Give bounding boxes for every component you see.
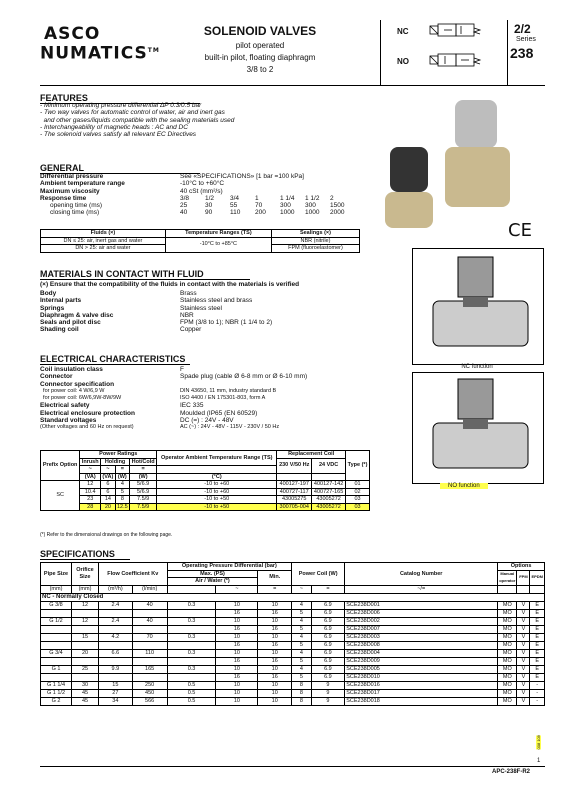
page-title: SOLENOID VALVES [203,24,317,38]
subtitle-1: pilot operated [235,41,285,50]
table-cell [167,625,216,633]
table-cell: 4 [292,665,312,673]
table-cell: 15 [99,681,133,689]
table-row [41,601,545,609]
table-cell [41,633,72,641]
table-cell: 27 [99,689,133,697]
general-label: Ambient temperature range [40,180,125,188]
table-cell: 0.5 [167,689,216,697]
table-cell: 6.9 [311,609,345,617]
table-cell [99,673,133,681]
nc-function-label: NC function [461,364,493,370]
table-cell: MO [498,697,517,705]
table-row [41,641,545,649]
header-divider [380,20,381,85]
table-cell: 0.5 [167,681,216,689]
table-row [41,697,545,705]
table-cell: MO [498,681,517,689]
table-cell: V [517,665,530,673]
general-value: See «SPECIFICATIONS» [1 bar =100 kPa] [180,173,304,180]
general-heading: GENERAL [40,163,200,174]
table-cell: 4 [292,633,312,641]
table-cell: 8 [292,681,312,689]
table-cell: 6.9 [311,657,345,665]
table-cell: SCE238D017 [345,689,498,697]
table-cell [132,625,167,633]
table-cell: SCE238D002 [345,617,498,625]
response-label: Response time [40,194,87,202]
product-photo [385,92,545,232]
specs-heading: SPECIFICATIONS [40,549,130,560]
table-cell: 9 [311,689,345,697]
table-cell: MO [498,673,517,681]
table-cell: 10 [216,601,258,609]
table-cell: 10 [258,633,292,641]
opening-label: opening time (ms) [50,202,103,210]
table-cell: V [517,625,530,633]
table-cell: MO [498,609,517,617]
table-cell [99,609,133,617]
materials-note: (×) Ensure that the compatibility of the fluids in contact with the materials is verified [40,281,300,288]
table-cell: E [530,649,545,657]
table-cell: 5 [292,625,312,633]
table-cell: - [530,697,545,705]
table-cell: V [517,657,530,665]
table-cell [41,657,72,665]
feature-item: - Minimum operating pressure differential ΔP 0.3/0.5 bar [40,102,202,109]
valve-cross-section-icon [413,249,543,364]
footer-rule [40,766,545,767]
table-cell: 6.9 [311,649,345,657]
table-cell: 16 [216,673,258,681]
table-row [41,649,545,657]
brand-line2: NUMATICS™ [40,43,160,64]
table-cell [167,673,216,681]
table-row [41,657,545,665]
page-number: 1 [537,758,541,764]
fluid-table: Fluids (×) Temperature Ranges (TS) Sealings (×) DN ≤ 25: air, inert gas and water -10°C to +85°C NBR (nitrile) DN > 25: air and water FPM (fluoroelastomer) [40,229,360,253]
table-cell: 10 [258,649,292,657]
table-cell: 45 [72,689,99,697]
table-cell: 10 [258,689,292,697]
table-cell [99,625,133,633]
table-cell: SCE238D016 [345,681,498,689]
table-cell: V [517,601,530,609]
table-cell: 0.5 [167,697,216,705]
table-cell: 10 [216,697,258,705]
closing-label: closing time (ms) [50,209,100,217]
materials-heading: MATERIALS IN CONTACT WITH FLUID [40,269,250,280]
table-cell: 10 [216,649,258,657]
table-cell: G 1 1/2 [41,689,72,697]
electrical-heading: ELECTRICAL CHARACTERISTICS [40,354,190,365]
feature-item: - Two way valves for automatic control of water, air and inert gas [40,109,225,117]
table-cell: 6.9 [311,601,345,609]
table-cell: 9 [311,697,345,705]
table-cell: 6.9 [311,633,345,641]
table-row [41,625,545,633]
table-cell: 6.9 [311,625,345,633]
table-cell: 0.3 [167,633,216,641]
series-number: 238 [510,45,534,61]
table-cell: 9.9 [99,665,133,673]
table-row [41,633,545,641]
table-cell: MO [498,665,517,673]
table-cell [132,609,167,617]
no-drawing [412,372,544,484]
series-ratio: 2/2 [514,22,531,36]
specs-table: Pipe Size Orifice Size Flow Coefficient Kv Operating Pressure Differential (bar) Power Coil (W) Catalog Number Options Max. (PS) Min. Manual operator FPM EPDM Air / Water (*) (mm) (mm) (m³/h) (l/min) ~ = ~ = ~/= NC - Normally Closed G 3/8 12 2.4 40 0.3 10 10 4 6.9 SCE238D001 MO V E 16 16 5 6.9 SCE238D006 MO V E G 1/2 12 2.4 40 0.3 10 10 4 6.9 SCE238D002 MO V E 16 16 5 6.9 SCE238D007 MO V E 15 4.2 70 0.3 10 10 4 6.9 SCE238D003 MO V E 16 16 5 6.9 SCE238D008 MO V E G 3/4 20 6.6 110 0.3 10 10 4 6.9 SCE238D004 MO V E 16 16 5 6.9 SCE238D009 MO V E G 1 25 9.9 165 0.3 10 10 4 6.9 SCE238D005 MO V E 16 16 5 6.9 SCE238D010 MO V E G 1 1/4 30 15 250 0.5 10 10 8 9 SCE238D016 MO V - G 1 1/2 45 27 450 0.5 10 10 8 9 SCE238D017 MO V - G 2 45 34 566 0.5 10 10 8 9 SCE238D018 MO V - [42,563,543,704]
general-label: Differential pressure [40,173,104,180]
power-table: Prefix Option Power Ratings Operator Ambient Temperature Range (TS) Replacement Coil Type (*) Inrush Holding Hot/Cold 230 V/50 Hz 24 VDC ~ ~ = = (VA) (VA) (W) (W) (°C) SC 12 6 4 5/6.9 -10 to +60 400127-197 400127-142 01 10.4 6 5 5/6.9 -10 to +60 400727-117 400727-165 02 23 14 8 7.5/9 -10 to +50 43005275 43005272 03 28 20 12.5 7.5/9 -10 to +50 300705-004 43005272 03 [40,450,370,511]
series-label: Series [516,36,536,43]
nc-drawing [412,248,544,365]
table-cell: MO [498,625,517,633]
valve-symbol-icon [425,22,505,72]
table-cell: 16 [216,657,258,665]
table-cell: 10 [216,689,258,697]
table-cell [167,641,216,649]
table-cell: 9 [311,681,345,689]
table-cell: SCE238D010 [345,673,498,681]
table-cell: G 1/2 [41,617,72,625]
table-cell: V [517,609,530,617]
table-cell: MO [498,649,517,657]
table-cell: SCE238D003 [345,633,498,641]
table-cell: E [530,625,545,633]
table-cell: 40 [132,617,167,625]
table-cell: MO [498,601,517,609]
table-cell: 10 [216,617,258,625]
table-cell: MO [498,657,517,665]
table-cell: G 1 [41,665,72,673]
table-cell: 4 [292,601,312,609]
table-cell: E [530,617,545,625]
table-cell: 34 [99,697,133,705]
table-cell: 5 [292,641,312,649]
table-cell [41,625,72,633]
table-cell: 0.3 [167,617,216,625]
table-cell: 110 [132,649,167,657]
opening-times: 25 30 55 70 300 300 1500 [180,202,345,210]
table-cell: 16 [258,625,292,633]
header-divider-2 [507,20,508,85]
table-cell: E [530,609,545,617]
table-cell [167,609,216,617]
table-cell: - [530,681,545,689]
table-cell [41,609,72,617]
table-row [41,609,545,617]
feature-item: - Interchangeability of magnetic heads : AC and DC [40,123,188,131]
features-list [40,102,315,138]
table-cell [72,657,99,665]
table-cell: 0.3 [167,649,216,657]
table-cell [41,641,72,649]
doc-code: APC-238F-R2 [492,769,531,775]
table-cell: 6.9 [311,641,345,649]
table-cell: SCE238D007 [345,625,498,633]
table-cell: 10 [258,601,292,609]
table-cell: 25 [72,665,99,673]
nc-symbol-label: NC [397,27,409,36]
table-cell: V [517,633,530,641]
table-cell [167,657,216,665]
table-cell: 12 [72,601,99,609]
table-cell: 2.4 [99,617,133,625]
table-cell: 0.3 [167,665,216,673]
table-cell: MO [498,641,517,649]
table-cell: 10 [258,681,292,689]
table-cell: 0.3 [167,601,216,609]
table-cell: 16 [216,625,258,633]
table-cell: E [530,673,545,681]
table-cell: G 3/4 [41,649,72,657]
table-cell [132,673,167,681]
table-cell: 6.9 [311,673,345,681]
table-cell: 4 [292,617,312,625]
table-cell [72,641,99,649]
table-cell: 5 [292,609,312,617]
valve-cross-section-icon [413,373,543,483]
table-row [41,681,545,689]
table-cell: 20 [72,649,99,657]
table-cell: G 2 [41,697,72,705]
materials-list: Body Brass Internal parts Stainless steel and brass Springs Stainless steel Diaphragm & valve disc NBR Seals and pilot disc FPM (3/8 to 1); NBR (1 1/4 to 2) Shading coil Copper [40,290,273,334]
table-cell [72,609,99,617]
general-list [40,173,360,217]
table-cell: V [517,617,530,625]
table-cell: 16 [258,641,292,649]
table-cell: SCE238D005 [345,665,498,673]
specs-section: NC - Normally Closed [41,593,545,601]
table-row [41,617,545,625]
table-cell: 450 [132,689,167,697]
table-cell: 6.9 [311,617,345,625]
table-cell: E [530,633,545,641]
table-cell: SCE238D018 [345,697,498,705]
table-cell: 10 [216,665,258,673]
table-cell: 16 [258,673,292,681]
table-cell: 250 [132,681,167,689]
table-cell [72,673,99,681]
header-rule [40,85,545,86]
table-cell [99,657,133,665]
response-sizes: 3/8 1/2 3/4 1 1 1/4 1 1/2 2 [180,194,334,202]
table-cell: V [517,697,530,705]
table-cell: V [517,641,530,649]
table-cell: 5 [292,673,312,681]
table-cell: 15 [72,633,99,641]
table-cell: E [530,665,545,673]
table-cell: 5 [292,657,312,665]
table-cell: 30 [72,681,99,689]
table-cell: 6.9 [311,665,345,673]
table-cell: 4 [292,649,312,657]
general-value: 40 cSt (mm²/s) [180,187,223,195]
table-cell: V [517,689,530,697]
table-cell: E [530,641,545,649]
table-cell: 45 [72,697,99,705]
table-cell: G 3/8 [41,601,72,609]
table-cell: SCE238D009 [345,657,498,665]
feature-item: and other gases/liquids compatible with the sealing materials used [40,116,235,124]
table-cell: MO [498,689,517,697]
table-cell: 8 [292,697,312,705]
table-cell: 8 [292,689,312,697]
no-function-label: NO function [440,483,488,489]
general-value: -10°C to +60°C [180,180,225,188]
ce-mark: CE [508,220,532,241]
table-cell: SCE238D001 [345,601,498,609]
table-cell: 4.2 [99,633,133,641]
table-cell: E [530,601,545,609]
general-label: Maximum viscosity [40,187,100,195]
table-cell: MO [498,617,517,625]
table-cell: E [530,657,545,665]
table-cell: 10 [216,633,258,641]
brand-line1: ASCO [44,24,101,44]
subtitle-3: 3/8 to 2 [246,65,274,74]
table-cell [72,625,99,633]
table-cell: 16 [216,609,258,617]
table-cell: 10 [258,617,292,625]
table-cell: SCE238D004 [345,649,498,657]
table-cell: SCE238D006 [345,609,498,617]
table-cell: V [517,649,530,657]
power-footnote: (*) Refer to the dimensional drawings on the following page. [40,532,173,538]
table-cell: - [530,689,545,697]
table-cell: 566 [132,697,167,705]
subtitle-2: built-in pilot, floating diaphragm [204,53,316,62]
table-cell: MO [498,633,517,641]
table-cell: 16 [258,657,292,665]
table-cell: SCE238D008 [345,641,498,649]
table-cell [132,641,167,649]
table-cell: 6.6 [99,649,133,657]
table-cell: 16 [258,609,292,617]
table-cell [41,673,72,681]
table-cell: 10 [216,681,258,689]
table-cell: 70 [132,633,167,641]
table-cell [99,641,133,649]
table-cell: 16 [216,641,258,649]
table-cell: 40 [132,601,167,609]
table-cell: G 1 1/4 [41,681,72,689]
table-cell: 10 [258,697,292,705]
table-cell [132,657,167,665]
table-cell: 12 [72,617,99,625]
table-row [41,689,545,697]
table-row [41,665,545,673]
features-heading: FEATURES [40,93,200,104]
closing-times: 40 90 110 200 1000 1000 2000 [180,209,345,217]
table-cell: V [517,673,530,681]
feature-item: - The solenoid valves satisfy all relevant EC Directives [40,131,197,139]
table-row [41,673,545,681]
no-symbol-label: NO [397,57,409,66]
electrical-list: Coil insulation class F Connector Spade plug (cable Ø 6-8 mm or Ø 6-10 mm) Connector specification for power coil: 4 W/6,9 W DIN 43650, 11 mm, industry standard B for power coil: 6W/6,9W-8W/9W ISO 4400 / EN 175301-803, form A Electrical safety IEC 335 Electrical enclosure protection Moulded (IP65 (EN 60529) Standard voltages DC (=) : 24V - 48V (Other voltages and 60 Hz on request) AC (~) : 24V - 48V - 115V - 230V / 50 Hz [40,366,308,431]
table-cell: V [517,681,530,689]
table-cell: 2.4 [99,601,133,609]
table-cell: 165 [132,665,167,673]
side-code: 008 109 [536,735,541,750]
table-cell: 10 [258,665,292,673]
